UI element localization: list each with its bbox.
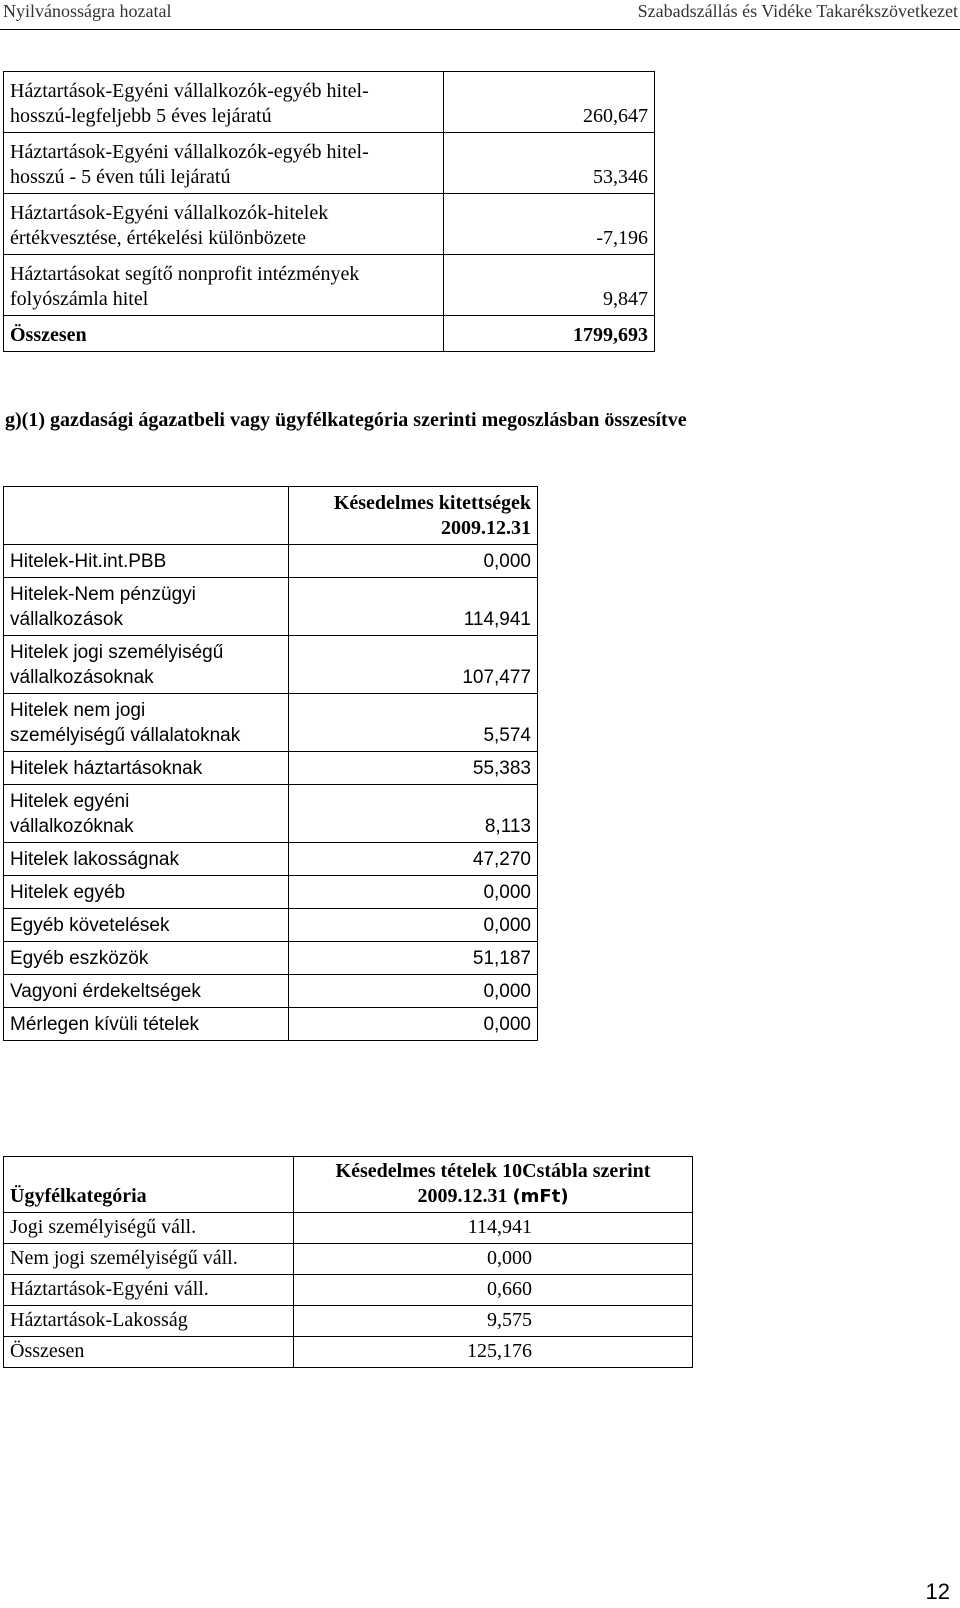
page-header: [0, 0, 960, 30]
row-label: Hitelek egyéb: [4, 876, 289, 909]
table-row: [4, 636, 538, 694]
total-label: Összesen: [4, 1337, 294, 1368]
row-label: Háztartások-Egyéni vállalkozók-egyéb hitel- hosszú-legfeljebb 5 éves lejáratú: [4, 72, 444, 133]
overdue-exposures-table: [3, 486, 538, 1041]
table-row: [4, 133, 655, 194]
row-label: Hitelek nem jogi személyiségű vállalatoknak: [4, 694, 289, 752]
header-divider: [0, 29, 960, 30]
row-label: Jogi személyiségű váll.: [4, 1213, 294, 1244]
table-row: [4, 72, 655, 133]
table-row: [4, 785, 538, 843]
row-label: Hitelek háztartásoknak: [4, 752, 289, 785]
table-row: [4, 578, 538, 636]
row-label: Hitelek lakosságnak: [4, 843, 289, 876]
table-row: [4, 1213, 693, 1244]
header-right-text: Szabadszállás és Vidéke Takarékszövetkezet: [637, 1, 958, 21]
row-label: Háztartások-Egyéni vállalkozók-hitelek értékvesztése, értékelési különbözete: [4, 194, 444, 255]
row-label: Hitelek-Nem pénzügyi vállalkozások: [4, 578, 289, 636]
column-header-category: Ügyfélkategória: [4, 1157, 294, 1213]
row-label: Háztartások-Lakosság: [4, 1306, 294, 1337]
header-left-text: Nyilvánosságra hozatal: [3, 1, 172, 21]
row-label: Háztartásokat segítő nonprofit intézmények folyószámla hitel: [4, 255, 444, 316]
row-label: Nem jogi személyiségű váll.: [4, 1244, 294, 1275]
row-value: -7,196: [444, 194, 655, 255]
row-label: Háztartások-Egyéni vállalkozók-egyéb hitel- hosszú - 5 éven túli lejáratú: [4, 133, 444, 194]
row-value: 114,941: [289, 578, 538, 636]
row-value: 8,113: [289, 785, 538, 843]
row-label: Hitelek-Hit.int.PBB: [4, 545, 289, 578]
table-row: [4, 194, 655, 255]
row-label: Hitelek jogi személyiségű vállalkozásoknak: [4, 636, 289, 694]
row-label: Egyéb eszközök: [4, 942, 289, 975]
row-value: 0,000: [289, 545, 538, 578]
table-row: [4, 843, 538, 876]
table-row: [4, 975, 538, 1008]
table-row: [4, 545, 538, 578]
row-value: 114,941: [294, 1213, 693, 1244]
row-value: 0,660: [294, 1275, 693, 1306]
table-row: [4, 694, 538, 752]
section-heading: g)(1) gazdasági ágazatbeli vagy ügyfélkategória szerinti megoszlásban összesítve: [5, 409, 687, 431]
total-label: Összesen: [4, 316, 444, 352]
row-value: 0,000: [294, 1244, 693, 1275]
household-loans-table: [3, 71, 655, 352]
row-value: 260,647: [444, 72, 655, 133]
row-value: 0,000: [289, 876, 538, 909]
row-value: 51,187: [289, 942, 538, 975]
table-row: [4, 1008, 538, 1041]
table-row: [4, 876, 538, 909]
header-date: 2009.12.31: [417, 1185, 508, 1207]
total-value: 125,176: [294, 1337, 693, 1368]
client-category-table: [3, 1156, 693, 1368]
table-row: [4, 1306, 693, 1337]
row-value: 47,270: [289, 843, 538, 876]
column-header-overdue: Késedelmes tételek 10Cstábla szerint 2009.12.31 (mFt): [294, 1157, 693, 1213]
row-value: 9,847: [444, 255, 655, 316]
header-empty-cell: [4, 487, 289, 545]
row-label: Vagyoni érdekeltségek: [4, 975, 289, 1008]
row-label: Hitelek egyéni vállalkozóknak: [4, 785, 289, 843]
row-value: 9,575: [294, 1306, 693, 1337]
table-row: [4, 942, 538, 975]
row-value: 0,000: [289, 1008, 538, 1041]
header-unit: (mFt): [512, 1186, 569, 1207]
row-value: 5,574: [289, 694, 538, 752]
table-header-row: [4, 1157, 693, 1213]
column-header: Késedelmes kitettségek 2009.12.31: [289, 487, 538, 545]
row-value: 0,000: [289, 975, 538, 1008]
total-row: [4, 316, 655, 352]
page-number: 12: [925, 1579, 950, 1604]
row-value: 53,346: [444, 133, 655, 194]
row-value: 0,000: [289, 909, 538, 942]
total-value: 1799,693: [444, 316, 655, 352]
table-row: [4, 1244, 693, 1275]
row-label: Egyéb követelések: [4, 909, 289, 942]
table-row: [4, 1275, 693, 1306]
row-value: 107,477: [289, 636, 538, 694]
table-row: [4, 752, 538, 785]
table-row: [4, 255, 655, 316]
table-row: [4, 909, 538, 942]
total-row: [4, 1337, 693, 1368]
row-value: 55,383: [289, 752, 538, 785]
row-label: Háztartások-Egyéni váll.: [4, 1275, 294, 1306]
table-header-row: [4, 487, 538, 545]
row-label: Mérlegen kívüli tételek: [4, 1008, 289, 1041]
